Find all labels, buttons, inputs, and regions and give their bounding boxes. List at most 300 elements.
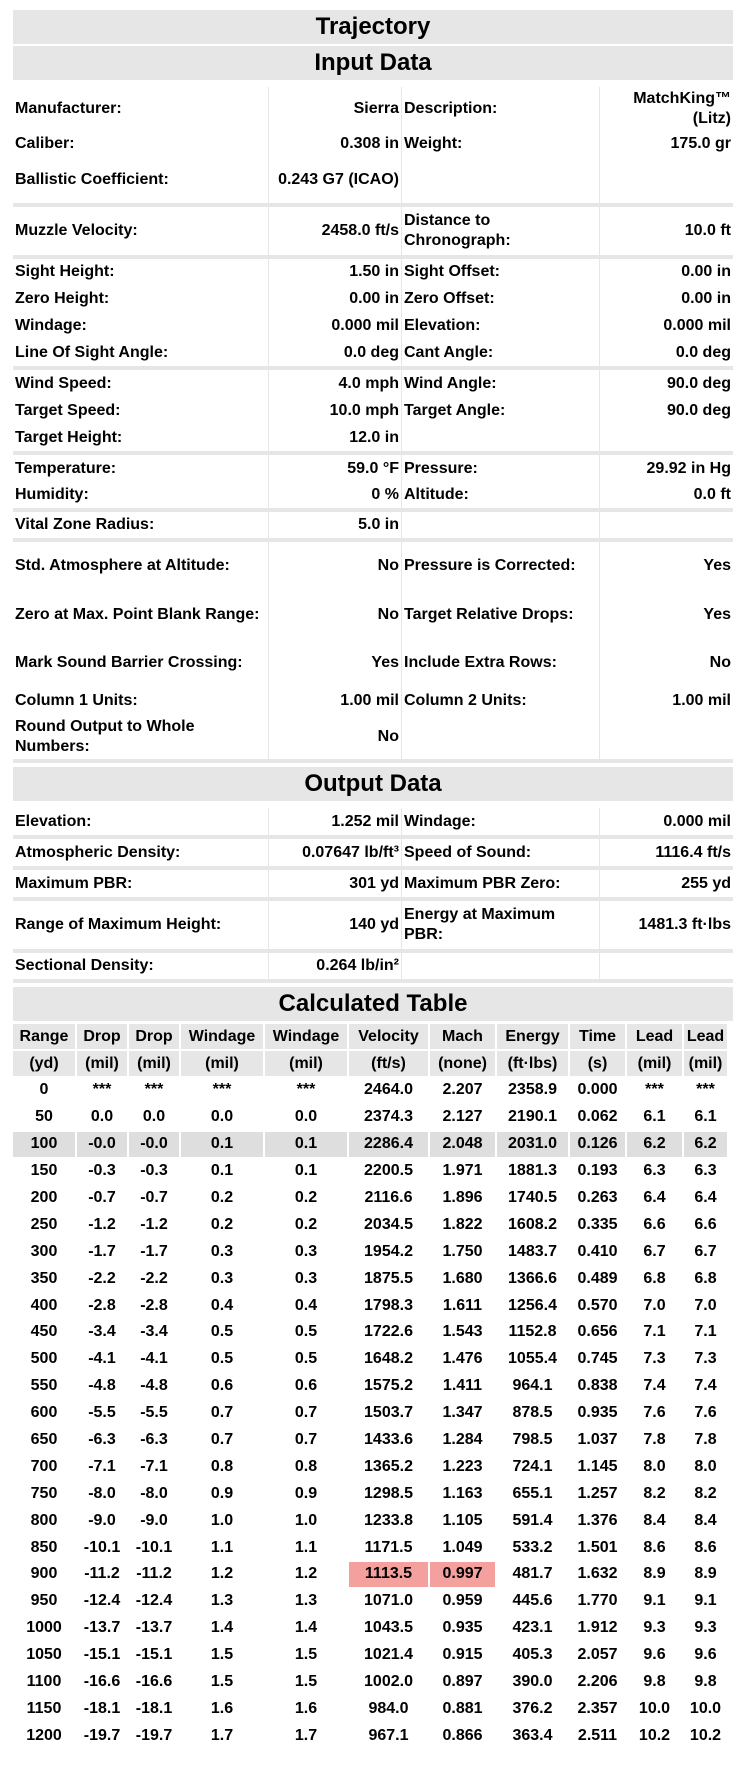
table-cell: 2358.9 <box>508 1081 557 1099</box>
table-cell: 0.570 <box>577 1296 618 1314</box>
field-label: Target Height: <box>15 428 123 446</box>
output-group <box>13 870 733 901</box>
table-cell: 1.5 <box>210 1646 234 1664</box>
table-cell: 655.1 <box>512 1484 553 1502</box>
table-cell: 1483.7 <box>508 1242 557 1260</box>
table-cell: 0.935 <box>442 1619 483 1637</box>
table-cell: 1722.6 <box>364 1323 413 1341</box>
table-cell: 2.048 <box>430 1132 495 1157</box>
table-cell: 1298.5 <box>364 1484 413 1502</box>
field-label: Pressure is Corrected: <box>401 542 599 590</box>
input-row <box>13 482 733 508</box>
column-header: Lead <box>627 1024 682 1049</box>
table-cell: 300 <box>30 1242 58 1260</box>
table-cell: 0.6 <box>210 1377 234 1395</box>
table-cell: 0.9 <box>210 1484 234 1502</box>
input-row <box>13 87 733 131</box>
table-row <box>13 1481 727 1506</box>
table-cell: 1.6 <box>294 1699 318 1717</box>
table-cell: 6.6 <box>643 1215 666 1233</box>
output-group <box>13 808 733 839</box>
field-label: Distance to Chronograph: <box>401 207 599 255</box>
table-cell: 750 <box>30 1484 58 1502</box>
table-cell: 1.7 <box>294 1726 318 1744</box>
output-group <box>13 839 733 870</box>
input-row <box>13 687 733 714</box>
table-cell: 964.1 <box>512 1377 553 1395</box>
field-label <box>401 714 599 759</box>
table-cell: 0.7 <box>210 1404 234 1422</box>
table-cell: 7.8 <box>643 1431 666 1449</box>
field-value: 1.252 mil <box>268 808 401 835</box>
field-label: Elevation: <box>15 812 92 830</box>
column-header: Lead <box>684 1024 727 1049</box>
table-cell: 7.8 <box>694 1431 717 1449</box>
table-cell: 1.223 <box>442 1457 483 1475</box>
table-cell: 2034.5 <box>364 1215 413 1233</box>
table-cell: 1002.0 <box>364 1673 413 1691</box>
table-cell: 1.4 <box>210 1619 234 1637</box>
field-label: Target Relative Drops: <box>401 590 599 639</box>
table-cell: -8.0 <box>88 1484 116 1502</box>
column-header: Windage <box>181 1024 263 1049</box>
table-cell: 1171.5 <box>364 1538 413 1556</box>
table-row <box>13 1508 727 1533</box>
column-unit: (s) <box>570 1051 625 1076</box>
table-row <box>13 1562 727 1587</box>
output-data-heading: Output Data <box>13 767 733 803</box>
field-label: Energy at Maximum PBR: <box>401 901 599 949</box>
table-cell: 600 <box>30 1404 58 1422</box>
table-cell: 10.2 <box>638 1726 671 1744</box>
input-row <box>13 397 733 424</box>
field-label: Elevation: <box>401 312 599 339</box>
table-cell: 0.3 <box>294 1242 318 1260</box>
field-label <box>401 424 599 451</box>
table-cell: -0.7 <box>88 1189 116 1206</box>
table-cell: 1200 <box>26 1726 62 1744</box>
table-cell: 1503.7 <box>364 1404 413 1422</box>
input-row <box>13 285 733 312</box>
table-cell: 9.3 <box>643 1619 666 1637</box>
table-cell: 445.6 <box>512 1592 553 1610</box>
table-cell: 1608.2 <box>508 1215 557 1233</box>
table-cell: -18.1 <box>135 1699 173 1717</box>
table-cell: 10.0 <box>689 1699 722 1717</box>
table-cell: *** <box>645 1081 664 1099</box>
table-cell: 7.6 <box>643 1404 666 1422</box>
table-cell: 2.357 <box>577 1699 618 1717</box>
input-group <box>13 207 733 259</box>
table-cell: 9.3 <box>694 1619 717 1637</box>
table-cell: -4.8 <box>140 1377 168 1395</box>
table-cell: 0.5 <box>210 1350 234 1368</box>
table-cell: 1.163 <box>442 1484 483 1502</box>
table-cell: 1.896 <box>442 1189 483 1206</box>
table-cell: 798.5 <box>512 1431 553 1449</box>
table-cell: 0.0 <box>90 1108 114 1126</box>
field-label: Zero at Max. Point Blank Range: <box>15 605 260 623</box>
table-cell: -2.2 <box>140 1269 168 1287</box>
table-cell: 6.6 <box>694 1215 717 1233</box>
output-row <box>13 901 733 949</box>
table-row <box>13 1186 727 1211</box>
table-cell: 6.4 <box>643 1189 666 1206</box>
table-cell: 9.6 <box>643 1646 666 1664</box>
field-label: Atmospheric Density: <box>15 843 181 861</box>
column-header: Mach <box>430 1024 495 1049</box>
table-cell: 1256.4 <box>508 1296 557 1314</box>
field-value: 0.00 in <box>599 259 733 285</box>
table-cell: 2464.0 <box>364 1081 413 1099</box>
field-value <box>599 953 733 979</box>
input-group <box>13 455 733 512</box>
table-cell: 1.971 <box>442 1162 483 1180</box>
table-row <box>13 1105 727 1130</box>
column-unit: (mil) <box>265 1051 347 1076</box>
table-cell: 0.3 <box>210 1242 234 1260</box>
table-cell: -1.2 <box>88 1215 116 1233</box>
table-cell: 0.8 <box>294 1457 318 1475</box>
field-value: No <box>268 542 401 590</box>
table-cell: 1021.4 <box>364 1646 413 1664</box>
table-cell: 363.4 <box>512 1726 553 1744</box>
output-row <box>13 839 733 866</box>
field-label: Wind Angle: <box>401 370 599 397</box>
output-row <box>13 808 733 835</box>
field-value: 2458.0 ft/s <box>268 207 401 255</box>
table-cell: -6.3 <box>88 1431 116 1449</box>
table-cell: 0.193 <box>577 1162 618 1180</box>
table-cell: 0.126 <box>570 1132 625 1157</box>
table-cell: 500 <box>30 1350 58 1368</box>
table-cell: 1.6 <box>210 1699 234 1717</box>
table-cell: 950 <box>30 1592 58 1610</box>
table-cell: 1.0 <box>294 1511 318 1529</box>
input-row <box>13 157 733 203</box>
table-cell: -0.7 <box>140 1189 168 1206</box>
table-cell: -7.1 <box>140 1457 168 1475</box>
input-data-section <box>13 87 733 763</box>
input-group <box>13 542 733 763</box>
table-cell: 8.6 <box>643 1538 666 1556</box>
table-row <box>13 1078 727 1103</box>
table-row <box>13 1320 727 1345</box>
table-cell: 6.3 <box>643 1162 666 1180</box>
table-cell: 1740.5 <box>508 1189 557 1206</box>
table-cell: 967.1 <box>368 1726 409 1744</box>
table-cell: 1100 <box>26 1673 62 1691</box>
input-row <box>13 714 733 759</box>
field-value: 0.0 ft <box>599 482 733 508</box>
table-cell: 1.476 <box>442 1350 483 1368</box>
field-value: 0.0 deg <box>599 339 733 366</box>
field-label: Target Speed: <box>15 401 121 419</box>
table-row <box>13 1589 727 1614</box>
table-row <box>13 1454 727 1479</box>
table-cell: 1233.8 <box>364 1511 413 1529</box>
table-cell: 1954.2 <box>364 1242 413 1260</box>
table-cell: -1.2 <box>140 1215 168 1233</box>
table-cell: 2116.6 <box>364 1189 413 1206</box>
output-row <box>13 953 733 979</box>
field-value: MatchKing™ (Litz) <box>599 87 733 131</box>
table-cell: *** <box>144 1081 164 1099</box>
table-cell: -19.7 <box>83 1726 121 1744</box>
table-cell: 0.5 <box>210 1323 234 1341</box>
table-cell: 0.263 <box>577 1189 618 1206</box>
table-cell: 1.501 <box>577 1538 618 1556</box>
table-cell: -16.6 <box>83 1673 121 1691</box>
table-cell: 1.822 <box>442 1215 483 1233</box>
table-cell: 1.105 <box>442 1511 483 1529</box>
field-label: Temperature: <box>15 459 117 477</box>
field-value <box>599 424 733 451</box>
table-cell: -15.1 <box>83 1646 121 1664</box>
table-cell: 0.2 <box>294 1215 318 1233</box>
field-label: Weight: <box>401 131 599 157</box>
table-cell: 800 <box>30 1511 58 1529</box>
field-label: Column 1 Units: <box>15 691 138 709</box>
table-cell: 1365.2 <box>364 1457 413 1475</box>
field-value: 301 yd <box>268 870 401 897</box>
table-cell: 7.6 <box>694 1404 717 1422</box>
output-row <box>13 870 733 897</box>
table-cell: 0.915 <box>442 1646 483 1664</box>
input-group <box>13 370 733 455</box>
table-cell: 7.3 <box>643 1350 666 1368</box>
column-unit: (mil) <box>627 1051 682 1076</box>
input-row <box>13 639 733 687</box>
table-cell: 1.5 <box>210 1673 234 1691</box>
table-cell: 0.0 <box>142 1108 166 1126</box>
table-cell: 405.3 <box>512 1646 553 1664</box>
table-cell: 2286.4 <box>349 1132 428 1157</box>
output-group <box>13 901 733 953</box>
field-label: Maximum PBR Zero: <box>401 870 599 897</box>
table-cell: -2.8 <box>140 1296 168 1314</box>
table-cell: -2.2 <box>88 1269 116 1287</box>
table-cell: 6.3 <box>694 1162 717 1180</box>
table-cell: 2.057 <box>577 1646 618 1664</box>
table-cell: 0.3 <box>210 1269 234 1287</box>
field-label: Sectional Density: <box>15 957 154 974</box>
table-cell: -0.0 <box>77 1132 127 1157</box>
table-cell: 7.4 <box>643 1377 666 1395</box>
field-label: Column 2 Units: <box>401 687 599 714</box>
column-unit: (mil) <box>129 1051 179 1076</box>
table-cell: 0.7 <box>294 1404 318 1422</box>
table-cell: 1.5 <box>294 1673 318 1691</box>
table-cell: 250 <box>30 1215 58 1233</box>
field-value: 0.000 mil <box>599 312 733 339</box>
table-cell: 0.410 <box>577 1242 618 1260</box>
table-cell: -11.2 <box>84 1565 120 1583</box>
table-cell: 0.8 <box>210 1457 234 1475</box>
input-row <box>13 590 733 639</box>
field-value: 90.0 deg <box>599 397 733 424</box>
table-cell: -1.7 <box>88 1242 116 1260</box>
column-header: Energy <box>497 1024 568 1049</box>
table-cell: 0.1 <box>181 1132 263 1157</box>
table-cell: 1000 <box>26 1619 62 1637</box>
table-row <box>13 1293 727 1318</box>
table-row <box>13 1401 727 1426</box>
field-value: No <box>268 590 401 639</box>
table-cell: 0.6 <box>294 1377 318 1395</box>
field-label: Target Angle: <box>401 397 599 424</box>
table-cell: 878.5 <box>512 1404 553 1422</box>
table-cell: 0.2 <box>294 1189 318 1206</box>
table-cell: 1875.5 <box>364 1269 413 1287</box>
input-row <box>13 131 733 157</box>
table-cell: 6.7 <box>694 1242 717 1260</box>
field-label: Include Extra Rows: <box>401 639 599 687</box>
table-cell: 1648.2 <box>364 1350 413 1368</box>
field-label: Zero Offset: <box>401 285 599 312</box>
calculated-table-heading: Calculated Table <box>13 987 733 1023</box>
table-cell: 6.7 <box>643 1242 666 1260</box>
table-cell: -9.0 <box>88 1511 116 1529</box>
column-unit: (ft·lbs) <box>497 1051 568 1076</box>
table-cell: 8.0 <box>643 1457 666 1475</box>
table-cell: 0.897 <box>442 1673 483 1691</box>
table-cell: 1055.4 <box>508 1350 557 1368</box>
field-value: 1116.4 ft/s <box>599 839 733 866</box>
table-cell: *** <box>212 1081 232 1099</box>
table-cell: 2190.1 <box>508 1108 557 1126</box>
table-cell: 8.9 <box>694 1565 717 1583</box>
table-cell: 390.0 <box>512 1673 553 1691</box>
field-label: Description: <box>401 87 599 131</box>
table-row <box>13 1347 727 1372</box>
table-cell: 7.1 <box>694 1323 717 1341</box>
table-cell: -11.2 <box>136 1565 172 1583</box>
table-cell: 1.1 <box>210 1538 234 1556</box>
field-value: 255 yd <box>599 870 733 897</box>
field-label: Std. Atmosphere at Altitude: <box>15 557 230 574</box>
field-label: Humidity: <box>15 486 89 503</box>
input-row <box>13 207 733 255</box>
table-cell: 6.8 <box>694 1269 717 1287</box>
table-cell: 8.2 <box>643 1484 666 1502</box>
table-cell: 0.489 <box>577 1269 618 1287</box>
field-value: 90.0 deg <box>599 370 733 397</box>
table-cell: 0.656 <box>577 1323 618 1341</box>
table-cell: 1366.6 <box>508 1269 557 1287</box>
table-cell: 6.2 <box>627 1132 682 1157</box>
table-cell: 100 <box>13 1132 75 1157</box>
input-row <box>13 312 733 339</box>
table-cell: 724.1 <box>512 1457 553 1475</box>
table-row <box>13 1670 727 1695</box>
table-cell: 1.037 <box>577 1431 618 1449</box>
table-cell: -2.8 <box>88 1296 116 1314</box>
table-cell: 9.8 <box>643 1673 666 1691</box>
field-value: Yes <box>599 542 733 590</box>
table-cell: 1.049 <box>442 1538 483 1556</box>
table-cell: -10.1 <box>135 1538 173 1556</box>
table-cell: 0.4 <box>294 1296 318 1314</box>
table-cell: -7.1 <box>88 1457 116 1475</box>
table-cell: 0.2 <box>210 1215 234 1233</box>
field-label: Speed of Sound: <box>401 839 599 866</box>
column-header: Time <box>570 1024 625 1049</box>
field-value: 140 yd <box>268 901 401 949</box>
table-header-row <box>13 1024 727 1049</box>
column-unit: (mil) <box>181 1051 263 1076</box>
table-cell: 9.1 <box>643 1592 666 1610</box>
field-label: Round Output to Whole Numbers: <box>15 717 195 755</box>
column-header: Velocity <box>349 1024 428 1049</box>
table-cell: -12.4 <box>83 1592 121 1610</box>
table-cell: 0.7 <box>294 1431 318 1449</box>
input-group <box>13 512 733 542</box>
table-cell: 2200.5 <box>364 1162 413 1180</box>
table-cell: -3.4 <box>140 1323 168 1341</box>
table-cell: 7.1 <box>643 1323 666 1341</box>
table-row <box>13 1132 727 1157</box>
field-label: Windage: <box>15 316 87 334</box>
table-cell: *** <box>696 1081 715 1099</box>
field-value: 0.000 mil <box>268 312 401 339</box>
table-cell: 0.935 <box>577 1404 618 1422</box>
table-row <box>13 1696 727 1721</box>
table-cell: 450 <box>30 1323 58 1341</box>
input-group <box>13 259 733 370</box>
field-label: Windage: <box>401 808 599 835</box>
table-row <box>13 1616 727 1641</box>
table-cell: -0.0 <box>129 1132 179 1157</box>
table-cell: 0.9 <box>294 1484 318 1502</box>
table-cell: 700 <box>30 1457 58 1475</box>
field-label: Sight Offset: <box>401 259 599 285</box>
table-cell: *** <box>92 1081 112 1099</box>
table-row <box>13 1374 727 1399</box>
column-header: Windage <box>265 1024 347 1049</box>
table-cell: -4.8 <box>88 1377 116 1395</box>
field-value: 0.308 in <box>268 131 401 157</box>
column-unit: (none) <box>430 1051 495 1076</box>
table-cell: -5.5 <box>140 1404 168 1422</box>
table-cell: 1.5 <box>294 1646 318 1664</box>
field-value: 1.50 in <box>268 259 401 285</box>
output-group <box>13 953 733 983</box>
table-cell: 150 <box>30 1162 58 1180</box>
field-value: No <box>268 714 401 759</box>
input-row <box>13 259 733 285</box>
table-cell: 2374.3 <box>364 1108 413 1126</box>
field-label: Maximum PBR: <box>15 874 133 892</box>
table-cell: 1113.5 <box>349 1562 428 1587</box>
table-cell: 0.335 <box>577 1215 618 1233</box>
table-cell: 2.207 <box>442 1081 483 1099</box>
table-cell: 1.347 <box>442 1404 483 1422</box>
table-cell: 2.127 <box>442 1108 483 1126</box>
column-header: Drop <box>77 1024 127 1049</box>
table-cell: -8.0 <box>140 1484 168 1502</box>
table-cell: -10.1 <box>83 1538 121 1556</box>
input-row <box>13 512 733 538</box>
table-cell: -12.4 <box>135 1592 173 1610</box>
table-cell: 1152.8 <box>508 1323 557 1341</box>
table-row <box>13 1723 727 1748</box>
table-cell: 0.4 <box>210 1296 234 1314</box>
table-cell: 2.206 <box>577 1673 618 1691</box>
table-cell: 400 <box>30 1296 58 1314</box>
table-cell: 0.0 <box>210 1108 234 1126</box>
table-cell: 1.611 <box>442 1296 483 1314</box>
